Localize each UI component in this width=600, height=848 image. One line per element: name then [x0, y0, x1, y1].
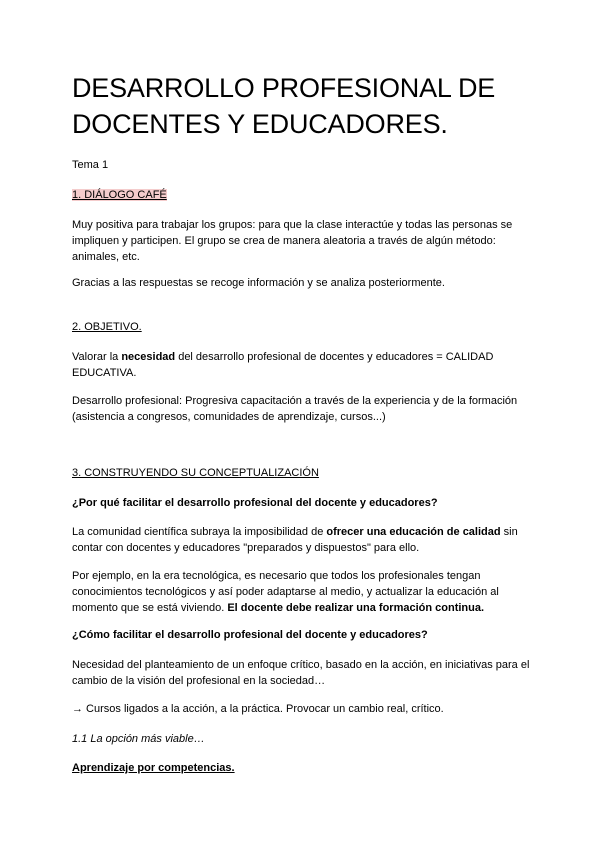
- s3-p2-a: Por ejemplo, en la era tecnológica, es necesario que todos los profesionales tengan conocimientos tecnológicos y así poder adaptarse al medio, y actualizar la educación al momento que se está viviendo.: [72, 570, 499, 614]
- s2-p1-a: Valorar la: [72, 351, 122, 363]
- section-1-heading-text: 1. DIÁLOGO CAFÉ: [72, 189, 167, 201]
- document-title: [72, 70, 542, 142]
- section-3-paragraph-4: → Cursos ligados a la acción, a la práctica. Provocar un cambio real, crítico.: [72, 703, 444, 715]
- section-3-question-1: [72, 495, 532, 511]
- s3-q2-text: ¿Cómo facilitar el desarrollo profesional del docente y educadores?: [72, 629, 428, 641]
- s3-p1-c: sin contar con docentes y educadores "preparados y dispuestos" para ello.: [72, 526, 518, 554]
- section-3-subheading: [72, 731, 532, 747]
- s3-sub-text: 1.1 La opción más viable…: [72, 733, 205, 745]
- section-3-paragraph-2: [72, 568, 532, 616]
- s3-p1-bold: ofrecer una educación de calidad: [326, 526, 501, 538]
- section-3-heading-text: 3. CONSTRUYENDO SU CONCEPTUALIZACIÓN: [72, 467, 319, 479]
- section-2-paragraph-2: Desarrollo profesional: Progresiva capacitación a través de la experiencia y de la formación (asistencia a congresos, comunidades de aprendizaje, cursos...): [72, 395, 518, 423]
- section-3-question-2: [72, 627, 532, 643]
- s3-q1-text: ¿Por qué facilitar el desarrollo profesional del docente y educadores?: [72, 497, 438, 509]
- s3-p2-bold: El docente debe realizar una formación continua.: [227, 602, 485, 614]
- section-1-heading: [72, 187, 532, 203]
- section-3-paragraph-3: Necesidad del planteamiento de un enfoque crítico, basado en la acción, en iniciativas para el cambio de la visión del profesional en la sociedad…: [72, 659, 530, 687]
- title-line-2: DOCENTES Y EDUCADORES.: [72, 109, 448, 139]
- section-2-heading: [72, 319, 532, 335]
- title-line-1: DESARROLLO PROFESIONAL DE: [72, 73, 496, 103]
- s2-p1-bold: necesidad: [121, 351, 176, 363]
- section-2-paragraph-1: [72, 349, 532, 381]
- s3-p1-a: La comunidad científica subraya la imposibilidad de: [72, 526, 327, 538]
- section-3-paragraph-5: [72, 760, 532, 776]
- section-3-heading: [72, 465, 532, 481]
- section-1-paragraph-2: Gracias a las respuestas se recoge información y se analiza posteriormente.: [72, 277, 445, 289]
- section-2-heading-text: 2. OBJETIVO.: [72, 321, 142, 333]
- topic-label: Tema 1: [72, 159, 109, 171]
- section-3-paragraph-1: [72, 524, 532, 556]
- section-1-paragraph-1: Muy positiva para trabajar los grupos: para que la clase interactúe y todas las personas se impliquen y participen. El grupo se crea de manera aleatoria a través de algún método: animales, etc.: [72, 219, 513, 263]
- s2-p1-c: del desarrollo profesional de docentes y educadores = CALIDAD EDUCATIVA.: [72, 351, 494, 379]
- s3-p5-text: Aprendizaje por competencias.: [72, 762, 235, 774]
